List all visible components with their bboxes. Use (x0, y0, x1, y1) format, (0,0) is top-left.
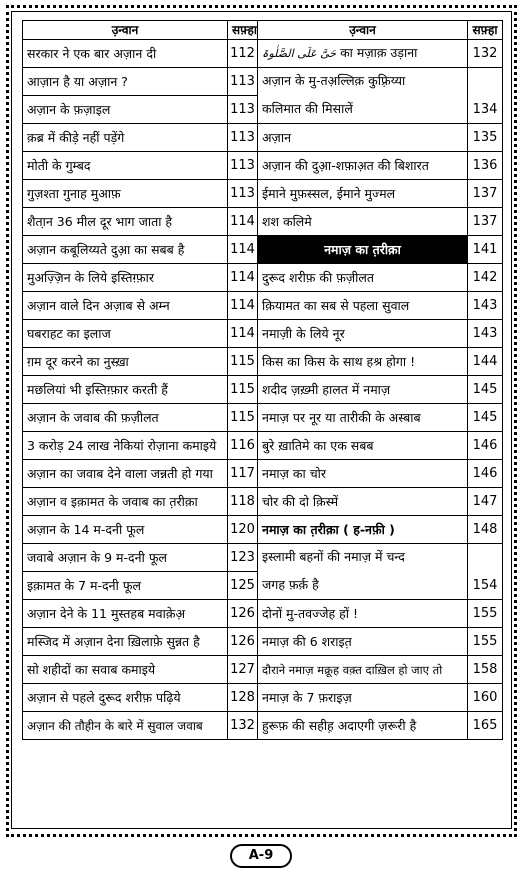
entry-page: 114 (228, 208, 258, 236)
entry-title[interactable]: गुज़श्ता गुनाह मुआफ़ (23, 180, 228, 208)
entry-page: 146 (468, 460, 503, 488)
entry-page: 141 (468, 236, 503, 264)
entry-title[interactable]: ईमाने मुफ़स्सल, ईमाने मुज्मल (258, 180, 468, 208)
entry-page: 116 (228, 432, 258, 460)
entry-title-text: का मज़ाक़ उड़ाना (340, 45, 418, 60)
entry-page: 126 (228, 600, 258, 628)
page-number-badge: A-9 (230, 844, 292, 868)
entry-title-multiline[interactable] (258, 544, 468, 600)
entry-title[interactable]: अज़ान की तौहीन के बारे में सुवाल जवाब (23, 712, 228, 740)
entry-page: 123 (228, 544, 258, 572)
entry-title[interactable]: शदीद ज़ख़्मी हालत में नमाज़ (258, 376, 468, 404)
entry-title[interactable]: अज़ान व इक़ामत के जवाब का त़रीक़ा (23, 488, 228, 516)
entry-page: 113 (228, 152, 258, 180)
entry-title[interactable]: क़ब्र में कीड़े नहीं पड़ेंगे (23, 124, 228, 152)
entry-title[interactable]: जवाबे अज़ान के 9 म-दनी फूल (23, 544, 228, 572)
entry-page: 158 (468, 656, 503, 684)
entry-page: 113 (228, 180, 258, 208)
entry-title[interactable]: अज़ान की दुआ़-शफ़ाअ़त की बिशारत (258, 152, 468, 180)
entry-title-line: अज़ान के मु-तअ़ल्लिक़ कुफ़्रिय्या (262, 73, 406, 88)
entry-page: 137 (468, 208, 503, 236)
arabic-phrase: حَیَّ عَلَی الصَّلٰوۃ (262, 47, 337, 60)
entry-title[interactable]: शैता़न 36 मील दूर भाग जाता है (23, 208, 228, 236)
table-row (23, 68, 503, 96)
entry-page: 155 (468, 600, 503, 628)
entry-page: 147 (468, 488, 503, 516)
entry-page: 154 (468, 544, 503, 600)
table-row (23, 432, 503, 460)
entry-title[interactable]: घबराहट का इलाज (23, 320, 228, 348)
table-row (23, 684, 503, 712)
table-row (23, 292, 503, 320)
entry-page: 127 (228, 656, 258, 684)
entry-title[interactable]: चोर की दो क़िस्में (258, 488, 468, 516)
table-row (23, 656, 503, 684)
entry-page: 136 (468, 152, 503, 180)
topic-header-left: उ़न्वान (23, 21, 228, 40)
table-row (23, 40, 503, 68)
entry-page: 160 (468, 684, 503, 712)
page-header-left: सफ़्हा (228, 21, 258, 40)
table-row (23, 236, 503, 264)
entry-title[interactable]: अज़ान देने के 11 मुस्तहब मवाक़ेअ़ (23, 600, 228, 628)
table-row (23, 320, 503, 348)
entry-title[interactable]: दोनों मु-तवज्जेह हों ! (258, 600, 468, 628)
entry-title[interactable]: अज़ान के जवाब की फ़ज़ीलत (23, 404, 228, 432)
entry-page: 145 (468, 404, 503, 432)
table-row (23, 404, 503, 432)
entry-page: 165 (468, 712, 503, 740)
entry-page: 142 (468, 264, 503, 292)
entry-title[interactable]: नमाज़ी के लिये नूर (258, 320, 468, 348)
entry-page: 135 (468, 124, 503, 152)
entry-title[interactable]: ग़म दूर करने का नुस्ख़ा (23, 348, 228, 376)
entry-page: 144 (468, 348, 503, 376)
entry-title[interactable]: नमाज़ पर नूर या तारीकी के अस्बाब (258, 404, 468, 432)
page-header-right: सफ़्हा (468, 21, 503, 40)
entry-page: 115 (228, 404, 258, 432)
entry-page: 143 (468, 320, 503, 348)
entry-page: 148 (468, 516, 503, 544)
entry-page: 113 (228, 96, 258, 124)
section-heading-hanafi[interactable]: नमाज़ का त़रीक़ा ( ह-नफ़ी ) (258, 516, 468, 544)
entry-title[interactable] (258, 40, 468, 68)
entry-title[interactable]: अज़ान के फ़ज़ाइल (23, 96, 228, 124)
entry-title[interactable]: नमाज़ के 7 फ़राइज़ (258, 684, 468, 712)
entry-page: 120 (228, 516, 258, 544)
entry-title[interactable]: किस का किस के साथ हश्र होगा ! (258, 348, 468, 376)
table-row (23, 264, 503, 292)
table-row (23, 124, 503, 152)
entry-title[interactable]: इक़ामत के 7 म-दनी फूल (23, 572, 228, 600)
entry-page: 117 (228, 460, 258, 488)
entry-page: 115 (228, 348, 258, 376)
entry-page: 128 (228, 684, 258, 712)
toc-body (23, 40, 503, 740)
entry-title-multiline[interactable] (258, 68, 468, 124)
entry-page: 137 (468, 180, 503, 208)
entry-title[interactable]: बुरे ख़ातिमे का एक सबब (258, 432, 468, 460)
table-row (23, 208, 503, 236)
entry-page: 132 (228, 712, 258, 740)
entry-page: 125 (228, 572, 258, 600)
table-row (23, 376, 503, 404)
table-row (23, 712, 503, 740)
table-row (23, 152, 503, 180)
entry-title[interactable]: अज़ान कबूलिय्यते दुआ़ का सबब है (23, 236, 228, 264)
entry-title[interactable]: अज़ान का जवाब देने वाला जन्नती हो गया (23, 460, 228, 488)
entry-title[interactable]: 3 करोड़ 24 लाख नेकियां रोज़ाना कमाइये (23, 432, 228, 460)
entry-title[interactable]: सरकार ने एक बार अज़ान दी (23, 40, 228, 68)
entry-title[interactable]: नमाज़ की 6 शराइत़ (258, 628, 468, 656)
entry-page: 146 (468, 432, 503, 460)
entry-page: 114 (228, 264, 258, 292)
header-row (23, 21, 503, 40)
entry-page: 145 (468, 376, 503, 404)
entry-title-line: कलिमात की मिसालें (262, 101, 353, 116)
entry-title[interactable]: अज़ान (258, 124, 468, 152)
entry-page: 114 (228, 292, 258, 320)
entry-title[interactable]: अज़ान वाले दिन अज़ाब से अम्न (23, 292, 228, 320)
entry-title[interactable]: मोती के गुम्बद (23, 152, 228, 180)
entry-title[interactable]: दुरूद शरीफ़ की फ़ज़ीलत (258, 264, 468, 292)
entry-page: 126 (228, 628, 258, 656)
entry-title-line: जगह फ़र्क़ है (262, 577, 319, 592)
entry-page: 115 (228, 376, 258, 404)
table-row (23, 348, 503, 376)
entry-title[interactable]: अज़ान के 14 म-दनी फूल (23, 516, 228, 544)
table-row (23, 628, 503, 656)
table-row (23, 600, 503, 628)
entry-page: 132 (468, 40, 503, 68)
entry-title-line: इस्लामी बहनों की नमाज़ में चन्द (262, 549, 405, 564)
topic-header-right: उ़न्वान (258, 21, 468, 40)
entry-page: 143 (468, 292, 503, 320)
entry-title[interactable]: दौराने नमाज़ मक्रूह वक़्त दाख़िल हो जाए तो (258, 656, 468, 684)
entry-page: 113 (228, 124, 258, 152)
table-row (23, 180, 503, 208)
entry-title[interactable]: आज़ान है या अज़ान ? (23, 68, 228, 96)
entry-title[interactable]: शश कलिमे (258, 208, 468, 236)
table-row (23, 544, 503, 572)
entry-title[interactable]: अज़ान से पहले दुरूद शरीफ़ पढ़िये (23, 684, 228, 712)
table-of-contents (22, 20, 503, 740)
table-row (23, 460, 503, 488)
entry-title[interactable]: मस्जिद में अज़ान देना ख़िलाफ़े सुन्नत है (23, 628, 228, 656)
entry-title[interactable]: नमाज़ का चोर (258, 460, 468, 488)
entry-title[interactable]: मुअज़्ज़िन के लिये इस्तिग़्फ़ार (23, 264, 228, 292)
entry-title[interactable]: सो शहीदों का सवाब कमाइये (23, 656, 228, 684)
entry-title[interactable]: मछलियां भी इस्तिग़्फ़ार करती हैं (23, 376, 228, 404)
entry-page: 134 (468, 68, 503, 124)
table-row (23, 488, 503, 516)
table-row (23, 516, 503, 544)
entry-page: 112 (228, 40, 258, 68)
entry-page: 114 (228, 236, 258, 264)
entry-page: 113 (228, 68, 258, 96)
section-heading-namaz[interactable]: नमाज़ का त़रीक़ा (258, 236, 468, 264)
entry-page: 118 (228, 488, 258, 516)
entry-title[interactable]: क़ियामत का सब से पहला सुवाल (258, 292, 468, 320)
entry-page: 114 (228, 320, 258, 348)
entry-page: 155 (468, 628, 503, 656)
entry-title[interactable]: हुरूफ़ की सहीह़ अदाएगी ज़रूरी है (258, 712, 468, 740)
